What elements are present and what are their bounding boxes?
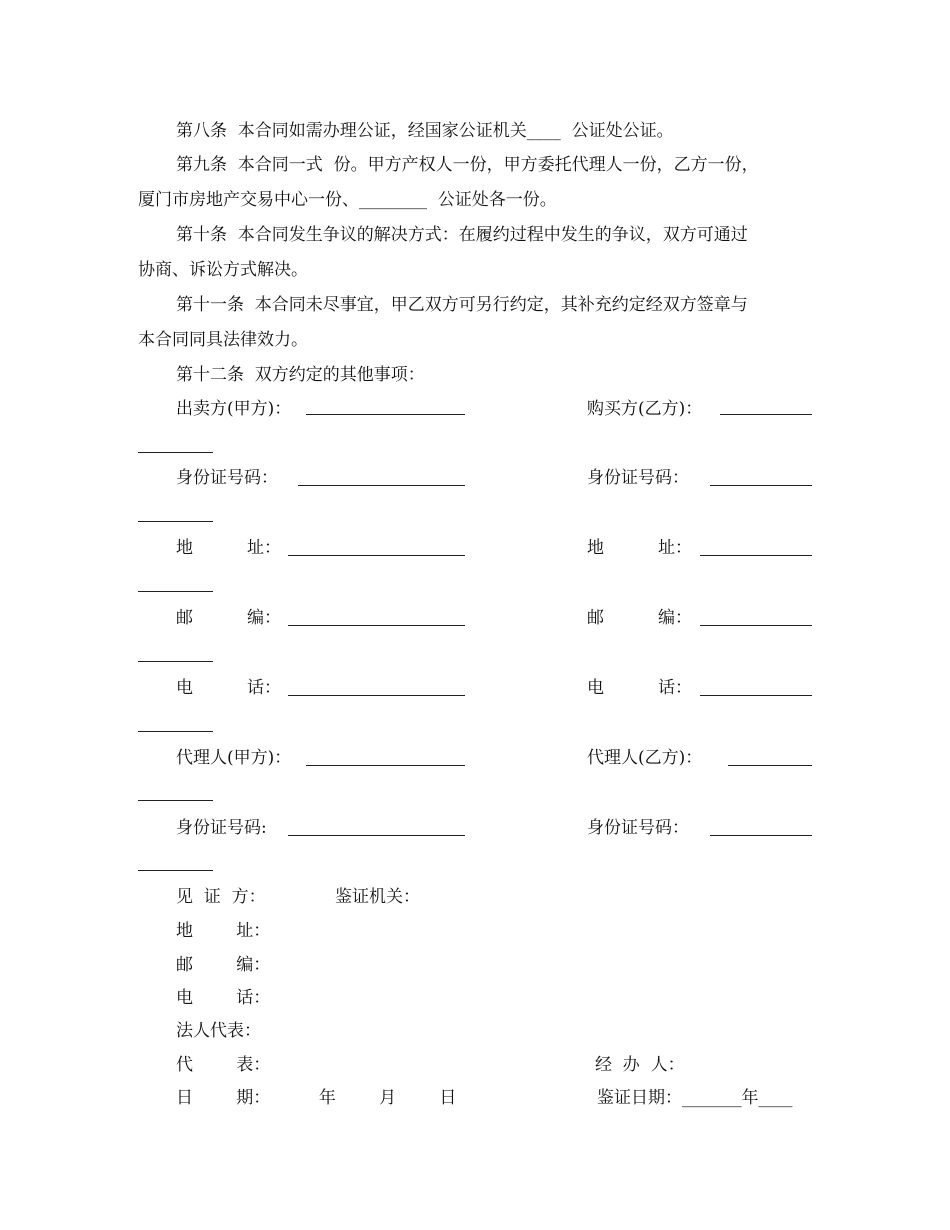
article-9-line-1: 第九条 本合同一式 份。甲方产权人一份，甲方委托代理人一份，乙方一份， xyxy=(176,155,759,175)
seller-address-blank xyxy=(288,555,465,556)
seller-phone-label: 电 话： xyxy=(176,678,282,698)
handler-label: 经 办 人： xyxy=(595,1055,685,1075)
seller-agent-blank xyxy=(306,765,465,766)
seller-agent-id-blank xyxy=(288,835,465,836)
buyer-address-label: 地 址： xyxy=(587,538,693,558)
seller-blank xyxy=(306,414,465,415)
witness-postcode-label: 邮 编： xyxy=(176,955,271,975)
seller-phone-blank xyxy=(288,695,465,696)
article-11-line-1: 第十一条 本合同未尽事宜，甲乙双方可另行约定，其补充约定经双方签章与 xyxy=(176,295,748,315)
seller-id-blank xyxy=(298,485,465,486)
seller-id-label: 身份证号码： xyxy=(176,468,278,488)
date-label: 日 期： 年 月 日 xyxy=(176,1088,457,1108)
notary-date-label: 鉴证日期：_______年____ xyxy=(597,1088,793,1108)
article-10-line-2: 协商、诉讼方式解决。 xyxy=(138,260,308,280)
buyer-agent-id-blank-continued xyxy=(138,870,213,871)
buyer-agent-id-blank xyxy=(710,835,812,836)
seller-address-label: 地 址： xyxy=(176,538,282,558)
buyer-agent-id-label: 身份证号码： xyxy=(587,818,689,838)
article-8: 第八条 本合同如需办理公证，经国家公证机关____ 公证处公证。 xyxy=(176,121,674,141)
buyer-agent-blank-continued xyxy=(138,800,213,801)
buyer-postcode-blank xyxy=(700,625,812,626)
buyer-blank xyxy=(720,414,812,415)
witness-address-label: 地 址： xyxy=(176,921,271,941)
article-11-line-2: 本合同同具法律效力。 xyxy=(138,330,308,350)
legal-rep-label: 法人代表： xyxy=(176,1021,261,1041)
seller-postcode-blank xyxy=(288,625,465,626)
buyer-id-blank-continued xyxy=(138,521,213,522)
buyer-phone-label: 电 话： xyxy=(587,678,693,698)
buyer-address-blank-continued xyxy=(138,591,213,592)
buyer-id-blank xyxy=(710,485,812,486)
buyer-address-blank xyxy=(700,555,812,556)
witness-phone-label: 电 话： xyxy=(176,988,271,1008)
buyer-agent-blank xyxy=(728,765,812,766)
representative-label: 代 表： xyxy=(176,1055,271,1075)
witness-label: 见 证 方： xyxy=(176,887,266,907)
buyer-label: 购买方(乙方)： xyxy=(587,399,703,419)
article-10-line-1: 第十条 本合同发生争议的解决方式：在履约过程中发生的争议，双方可通过 xyxy=(176,225,748,245)
buyer-postcode-label: 邮 编： xyxy=(587,608,693,628)
seller-agent-label: 代理人(甲方)： xyxy=(176,748,292,768)
buyer-phone-blank xyxy=(700,695,812,696)
seller-label: 出卖方(甲方)： xyxy=(176,399,292,419)
article-9-line-2: 厦门市房地产交易中心一份、________ 公证处各一份。 xyxy=(138,190,557,210)
buyer-agent-label: 代理人(乙方)： xyxy=(587,748,703,768)
seller-agent-id-label: 身份证号码: xyxy=(176,818,267,838)
buyer-blank-continued xyxy=(138,452,213,453)
seller-postcode-label: 邮 编： xyxy=(176,608,282,628)
buyer-postcode-blank-continued xyxy=(138,661,213,662)
notary-label: 鉴证机关： xyxy=(335,887,420,907)
buyer-id-label: 身份证号码： xyxy=(587,468,689,488)
buyer-phone-blank-continued xyxy=(138,731,213,732)
article-12: 第十二条 双方约定的其他事项： xyxy=(176,365,425,385)
